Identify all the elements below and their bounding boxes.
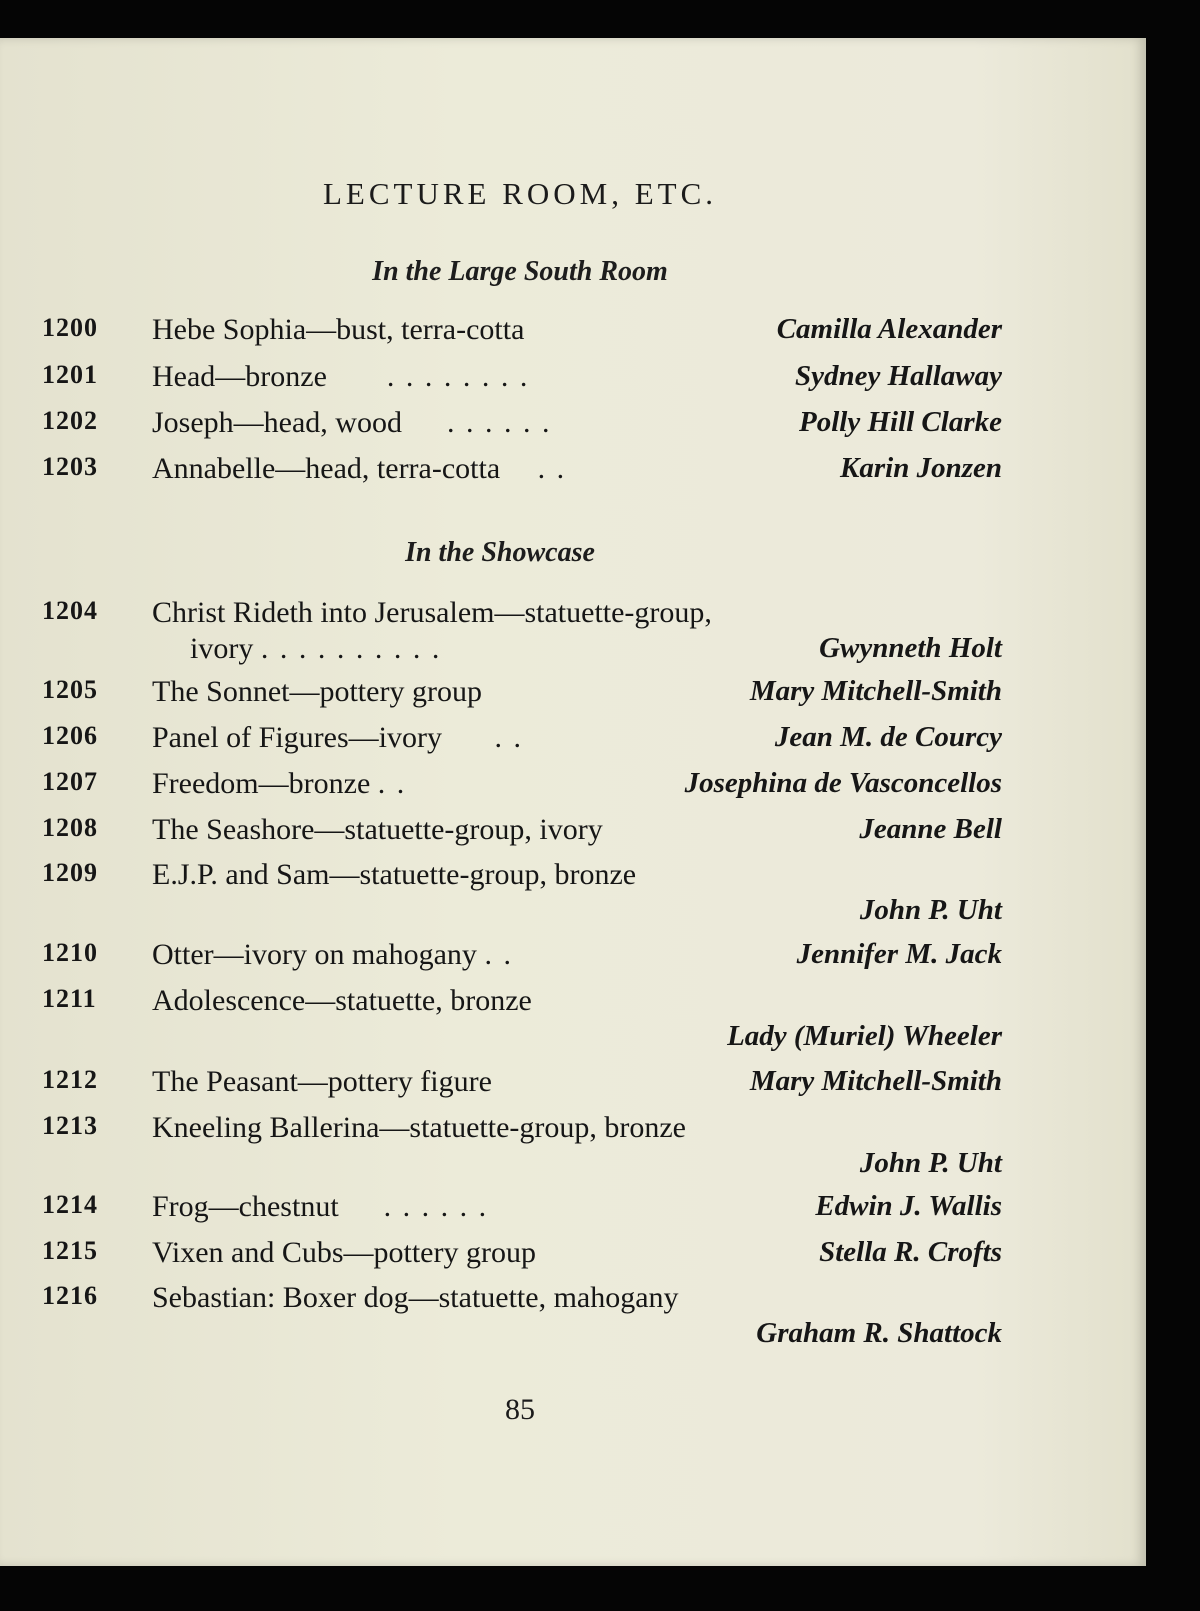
entry-title: Adolescence—statuette, bronze — [152, 984, 532, 1017]
entry-artist: Karin Jonzen — [840, 452, 1002, 484]
entry-artist: Jeanne Bell — [859, 813, 1002, 845]
entry-title — [152, 1190, 488, 1224]
entry-artist: Stella R. Crofts — [819, 1236, 1002, 1268]
entry-artist: John P. Uht — [859, 894, 1002, 926]
leader-dots: . . — [377, 767, 407, 800]
catalogue-entry — [42, 313, 1002, 353]
entry-number: 1208 — [42, 813, 98, 842]
entry-title: Sebastian: Boxer dog—statuette, mahogany — [152, 1281, 679, 1314]
catalogue-entry — [42, 675, 1002, 715]
entry-number: 1215 — [42, 1236, 98, 1265]
entry-artist: Polly Hill Clarke — [799, 406, 1002, 438]
entry-artist: Mary Mitchell-Smith — [749, 675, 1002, 707]
entry-title — [152, 721, 523, 755]
entry-number: 1213 — [42, 1111, 98, 1140]
entry-title: The Peasant—pottery figure — [152, 1065, 492, 1098]
entry-title: Christ Rideth into Jerusalem—statuette-group, — [152, 596, 712, 629]
entry-artist: Jennifer M. Jack — [796, 938, 1002, 970]
catalogue-entry — [42, 984, 1002, 1064]
entry-title-continued — [190, 632, 441, 666]
catalogue-entry — [42, 813, 1002, 853]
catalogue-entry — [42, 1281, 1002, 1361]
entry-title-text: Otter—ivory on mahogany — [152, 938, 477, 971]
entry-number: 1214 — [42, 1190, 98, 1219]
catalogue-entry — [42, 1111, 1002, 1191]
leader-dots: . . — [484, 938, 513, 971]
catalogue-page — [0, 38, 1146, 1566]
entry-number: 1211 — [42, 984, 97, 1013]
entry-number: 1200 — [42, 313, 98, 342]
entry-title: E.J.P. and Sam—statuette-group, bronze — [152, 858, 637, 891]
leader-dots: . . . . . . . . . . — [260, 632, 442, 665]
entry-title: The Seashore—statuette-group, ivory — [152, 813, 603, 846]
catalogue-entry — [42, 360, 1002, 400]
entry-title — [152, 360, 529, 394]
leader-dots: . . — [537, 452, 567, 485]
entry-number: 1210 — [42, 938, 98, 967]
catalogue-entry — [42, 858, 1002, 938]
entry-number: 1209 — [42, 858, 98, 887]
entry-number: 1204 — [42, 596, 98, 625]
catalogue-entry — [42, 938, 1002, 978]
entry-title-cont-text: ivory — [190, 632, 254, 665]
catalogue-entry — [42, 721, 1002, 761]
section-heading-south-room: In the Large South Room — [372, 256, 668, 287]
catalogue-entry — [42, 1190, 1002, 1230]
entry-artist: Mary Mitchell-Smith — [749, 1065, 1002, 1097]
entry-artist: Lady (Muriel) Wheeler — [727, 1020, 1002, 1052]
entry-number: 1205 — [42, 675, 98, 704]
entry-number: 1201 — [42, 360, 98, 389]
entry-artist: Sydney Hallaway — [794, 360, 1002, 392]
entry-title — [152, 452, 566, 486]
page-header: LECTURE ROOM, ETC. — [322, 176, 718, 211]
page-number: 85 — [505, 1393, 535, 1426]
catalogue-entry — [42, 596, 1002, 676]
entry-title: Hebe Sophia—bust, terra-cotta — [152, 313, 525, 346]
entry-title — [152, 406, 551, 440]
entry-title: Vixen and Cubs—pottery group — [152, 1236, 536, 1269]
leader-dots: . . . . . . . . — [386, 360, 530, 393]
entry-artist: Edwin J. Wallis — [815, 1190, 1002, 1222]
entry-title: Kneeling Ballerina—statuette-group, bronze — [152, 1111, 686, 1144]
leader-dots: . . . . . . — [383, 1190, 489, 1223]
leader-dots: . . — [494, 721, 523, 754]
entry-title — [152, 938, 513, 972]
entry-number: 1206 — [42, 721, 98, 750]
entry-number: 1203 — [42, 452, 98, 481]
entry-artist: John P. Uht — [859, 1147, 1002, 1179]
entry-number: 1202 — [42, 406, 98, 435]
entry-title — [152, 767, 406, 801]
catalogue-entry — [42, 1065, 1002, 1105]
entry-title-text: Frog—chestnut — [152, 1190, 339, 1223]
entry-title: The Sonnet—pottery group — [152, 675, 482, 708]
entry-title-text: Head—bronze — [152, 360, 327, 393]
entry-artist: Graham R. Shattock — [756, 1317, 1002, 1349]
entry-artist: Camilla Alexander — [776, 313, 1002, 345]
section-heading-showcase: In the Showcase — [405, 537, 595, 568]
leader-dots: . . . . . . — [446, 406, 552, 439]
catalogue-entry — [42, 406, 1002, 446]
entry-title-text: Freedom—bronze — [152, 767, 371, 800]
catalogue-entry — [42, 1236, 1002, 1276]
entry-artist: Jean M. de Courcy — [774, 721, 1002, 753]
entry-artist: Josephina de Vasconcellos — [684, 767, 1002, 799]
entry-title-text: Panel of Figures—ivory — [152, 721, 442, 754]
entry-title-text: Joseph—head, wood — [152, 406, 402, 439]
entry-number: 1212 — [42, 1065, 98, 1094]
catalogue-entry — [42, 767, 1002, 807]
entry-number: 1216 — [42, 1281, 98, 1310]
entry-artist: Gwynneth Holt — [819, 632, 1002, 664]
entry-number: 1207 — [42, 767, 98, 796]
entry-title-text: Annabelle—head, terra-cotta — [152, 452, 501, 485]
catalogue-entry — [42, 452, 1002, 492]
